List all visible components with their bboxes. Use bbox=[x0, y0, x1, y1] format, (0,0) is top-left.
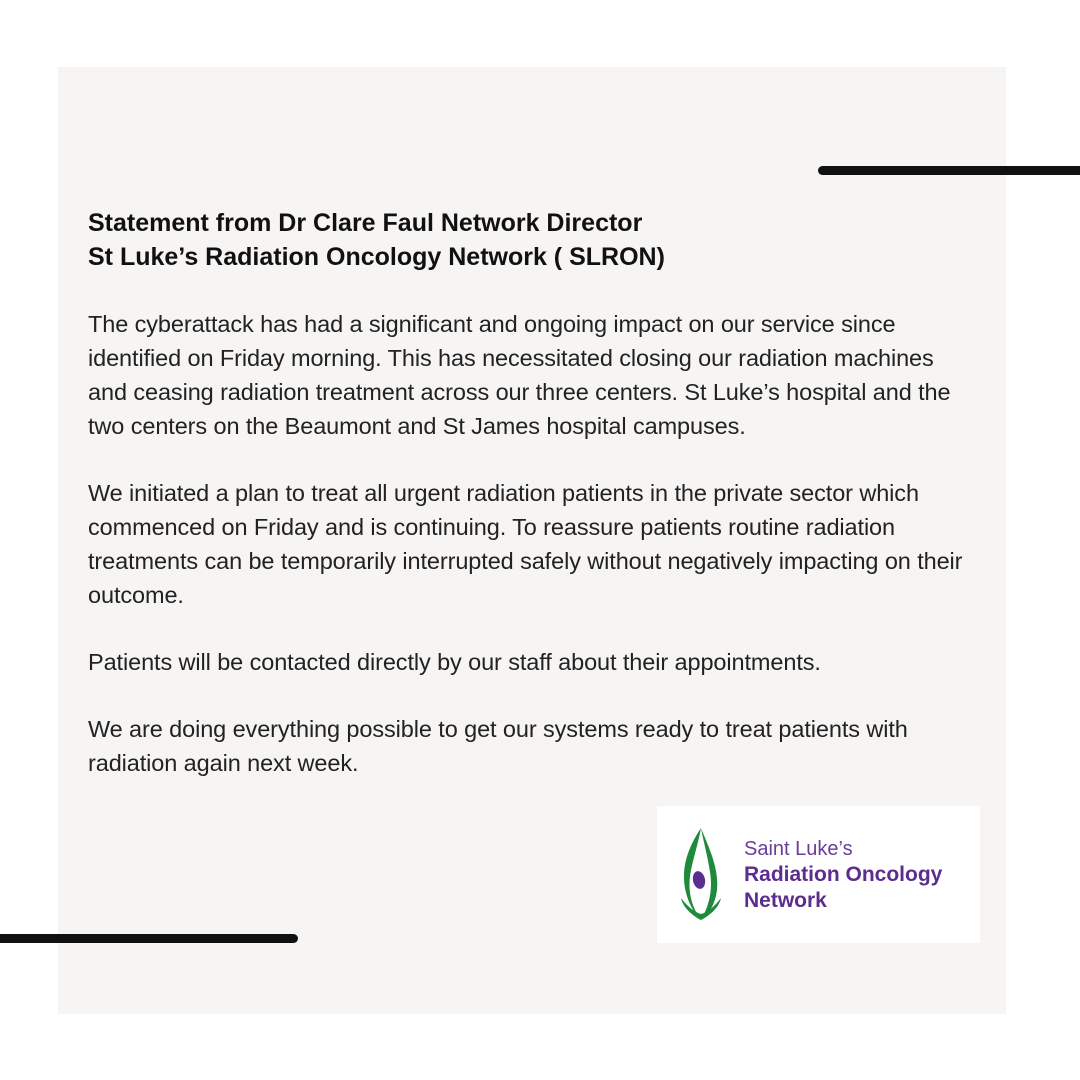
logo-wordmark bbox=[744, 836, 942, 914]
paragraph-systems-ready: We are doing everything possible to get our systems ready to treat patients with radiation again next week. bbox=[88, 716, 908, 776]
statement-content bbox=[88, 206, 978, 813]
logo-line-network: Network bbox=[744, 889, 827, 912]
decorative-bar-bottom bbox=[0, 934, 298, 943]
logo-line-saint-lukes: Saint Luke’s bbox=[744, 838, 853, 860]
paragraph-cyberattack-impact: The cyberattack has had a significant and ongoing impact on our service since identified on Friday morning. This has necessitated closing our radiation machines and ceasing radiation treatment across our three centers. St Luke’s hospital and the two centers on the Beaumont and St James hospital campuses. bbox=[88, 311, 951, 439]
paragraph-patient-contact: Patients will be contacted directly by our staff about their appointments. bbox=[88, 649, 821, 675]
statement-heading bbox=[88, 206, 978, 274]
logo-emblem-icon bbox=[679, 826, 723, 922]
heading-line-1: Statement from Dr Clare Faul Network Director bbox=[88, 209, 643, 237]
paragraph-urgent-treatment-plan: We initiated a plan to treat all urgent radiation patients in the private sector which commenced on Friday and is continuing. To reassure patients routine radiation treatments can be temporarily interrupted safely without negatively impacting on their outcome. bbox=[88, 480, 963, 608]
decorative-bar-top bbox=[818, 166, 1080, 175]
logo-line-radiation-oncology: Radiation Oncology bbox=[744, 863, 943, 886]
heading-line-2: St Luke’s Radiation Oncology Network ( SLRON) bbox=[88, 243, 665, 271]
slron-logo bbox=[657, 806, 980, 943]
